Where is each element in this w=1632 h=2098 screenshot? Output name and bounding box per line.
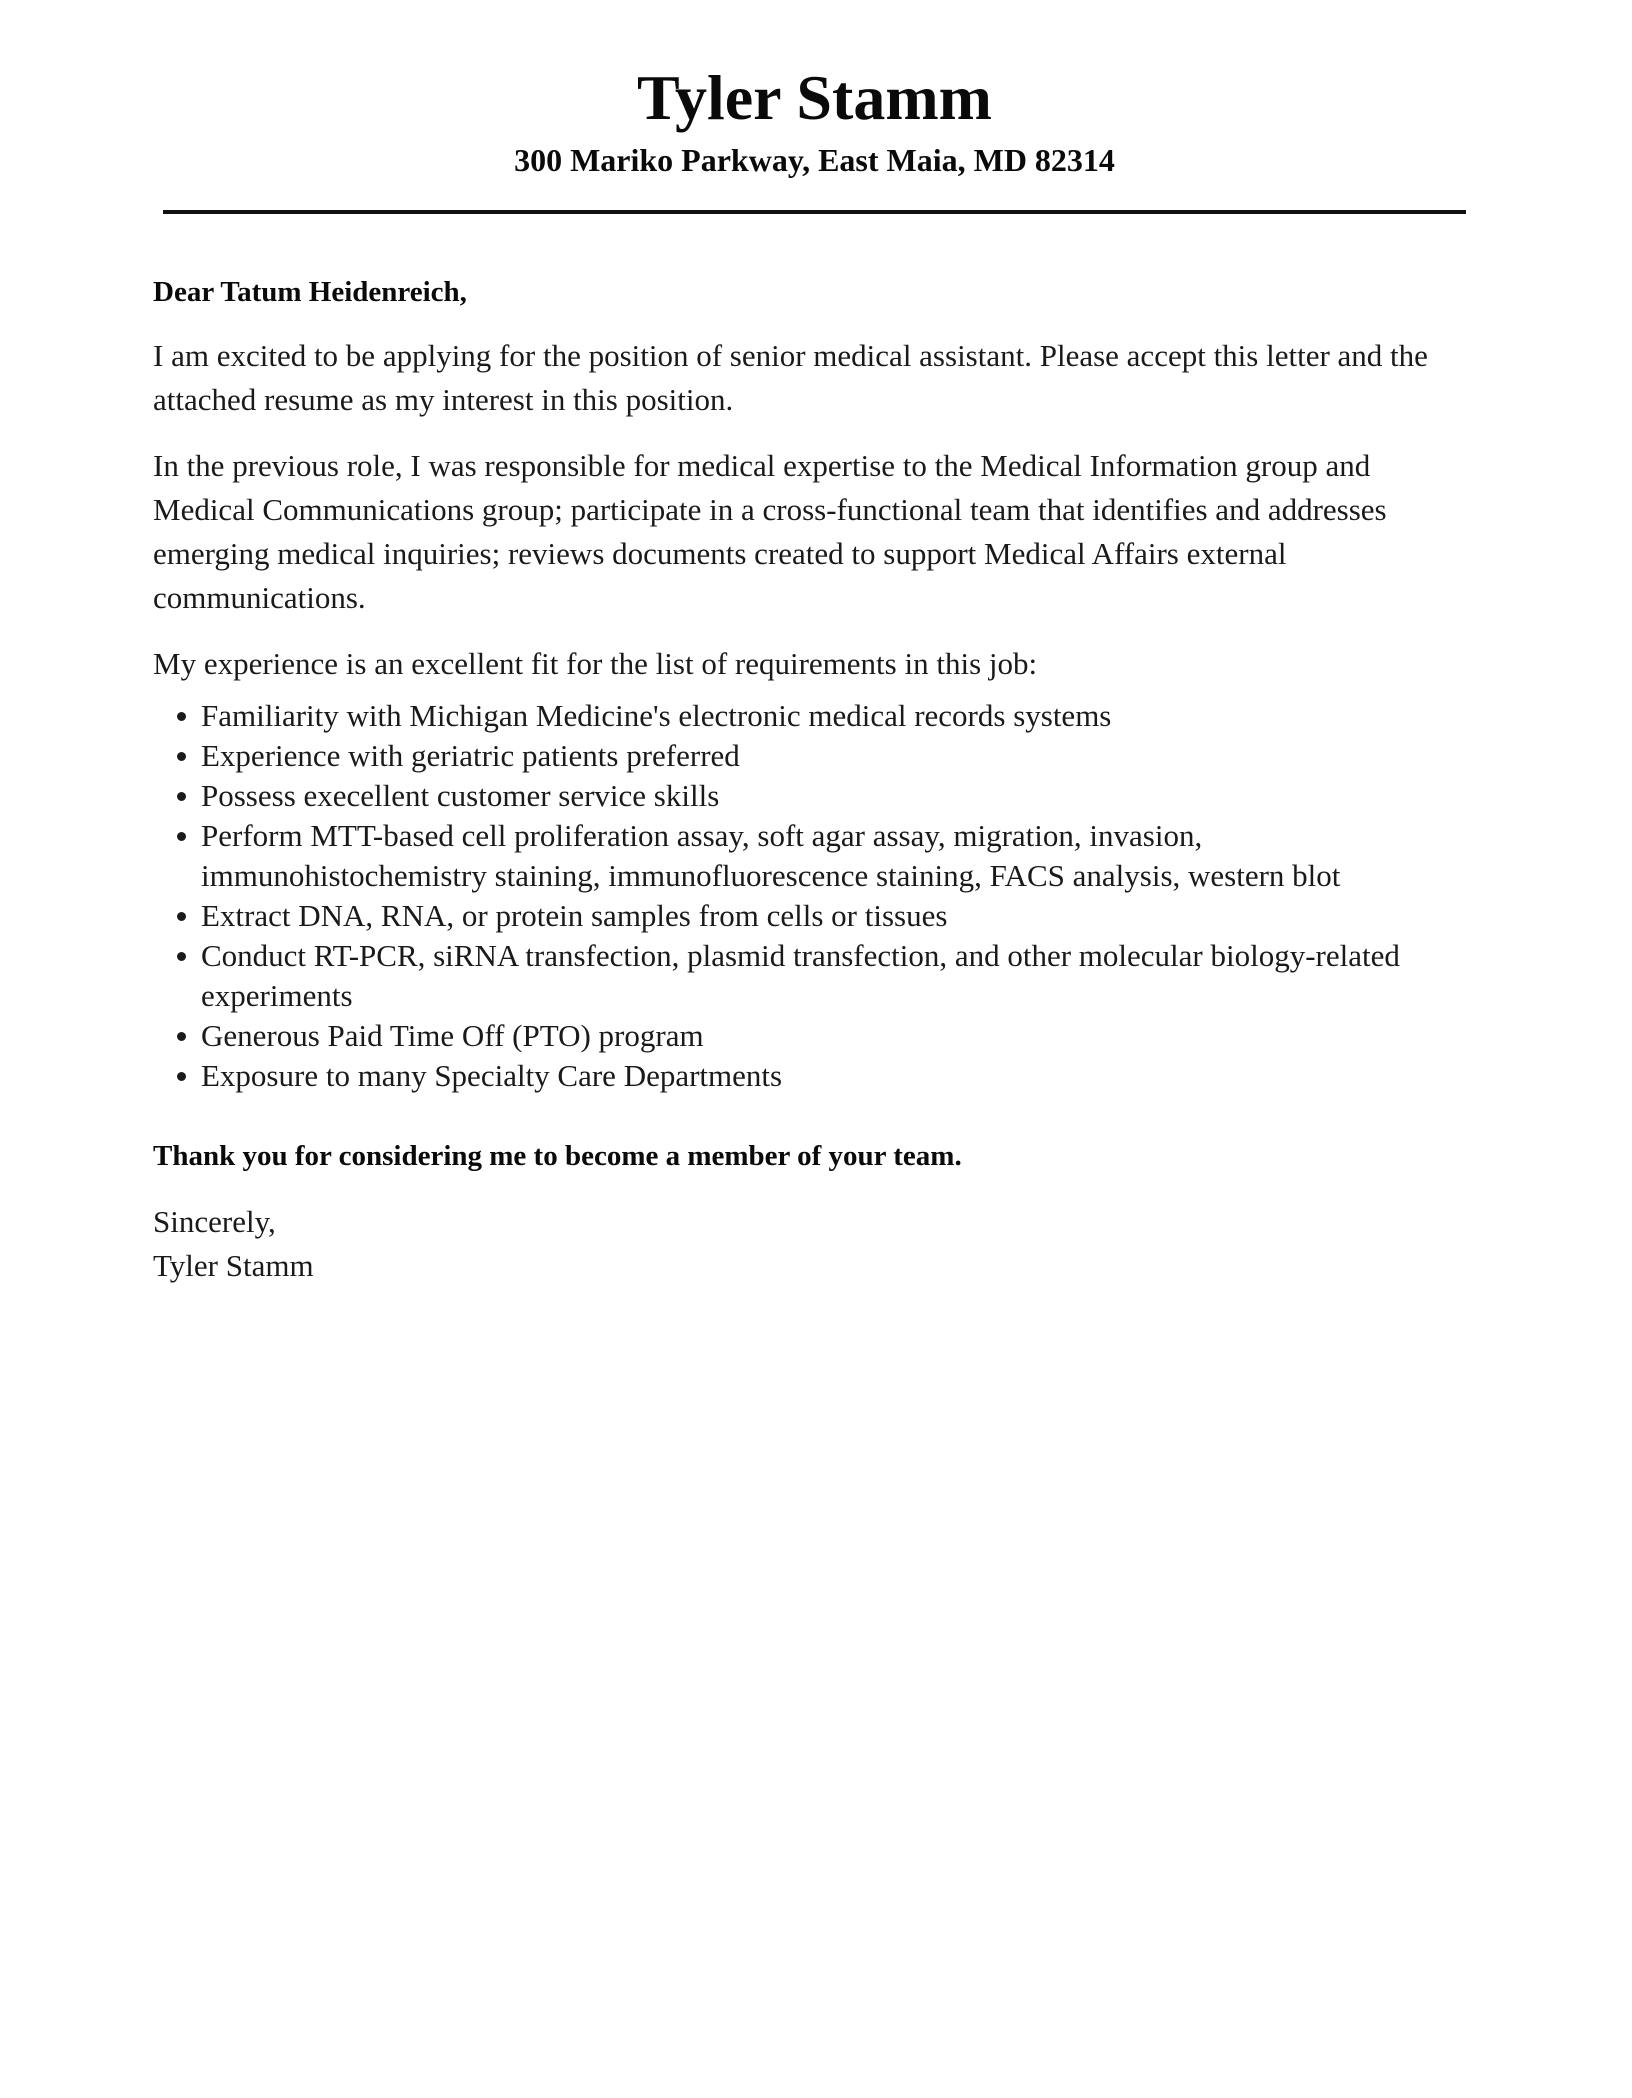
list-item: Extract DNA, RNA, or protein samples from cells or tissues [201,896,1473,936]
experience-paragraph: In the previous role, I was responsible for medical expertise to the Medical Information group and Medical Communications group; participate in a cross-functional team that identifies and addresses emerging medical inquiries; reviews documents created to support Medical Affairs external communications. [153,448,1387,615]
applicant-name: Tyler Stamm [637,62,992,133]
list-item: Experience with geriatric patients preferred [201,736,1473,776]
letter-body [153,270,1473,1288]
sign-off: Sincerely, [153,1204,276,1239]
list-item: Exposure to many Specialty Care Departments [201,1056,1473,1096]
intro-paragraph: I am excited to be applying for the position of senior medical assistant. Please accept this letter and the attached resume as my interest in this position. [153,338,1428,417]
applicant-address: 300 Mariko Parkway, East Maia, MD 82314 [514,142,1115,178]
signature-name: Tyler Stamm [153,1248,314,1283]
requirements-list [153,696,1473,1096]
letter-header [163,58,1466,178]
list-item: Familiarity with Michigan Medicine's electronic medical records systems [201,696,1473,736]
salutation: Dear Tatum Heidenreich, [153,276,467,308]
list-item: Conduct RT-PCR, siRNA transfection, plasmid transfection, and other molecular biology-related experiments [201,936,1473,1016]
list-item: Possess execellent customer service skills [201,776,1473,816]
list-item: Perform MTT-based cell proliferation assay, soft agar assay, migration, invasion, immunohistochemistry staining, immunofluorescence staining, FACS analysis, western blot [201,816,1473,896]
list-item: Generous Paid Time Off (PTO) program [201,1016,1473,1056]
header-divider [163,210,1466,214]
closing-line: Thank you for considering me to become a member of your team. [153,1140,962,1172]
requirements-intro: My experience is an excellent fit for the list of requirements in this job: [153,646,1038,681]
